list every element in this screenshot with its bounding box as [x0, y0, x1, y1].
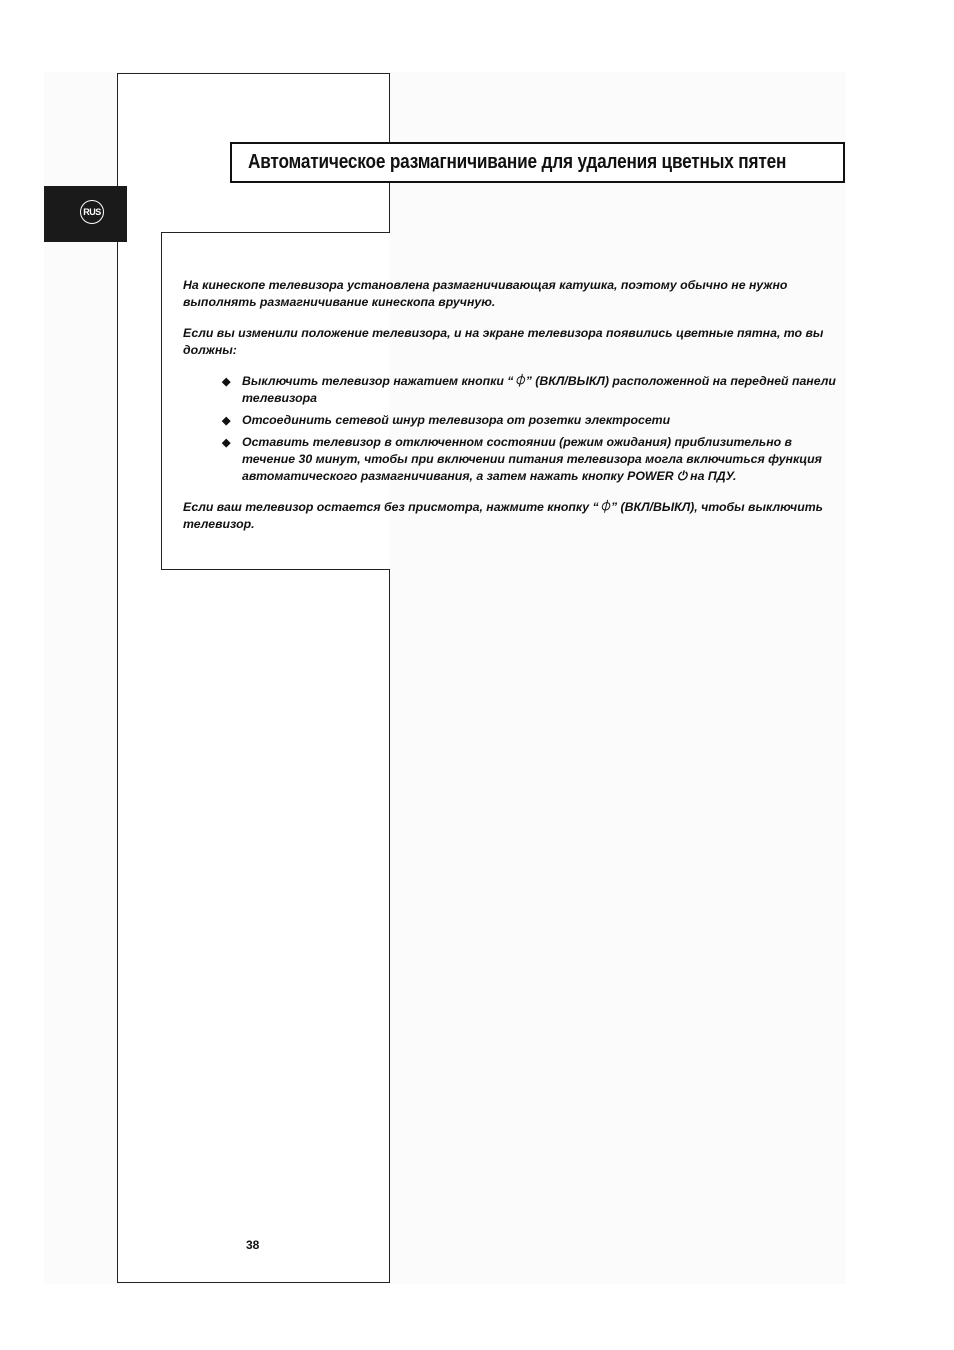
section-title-box [230, 142, 845, 183]
list-item-text: Выключить телевизор нажатием кнопки “⏀” (ВКЛ/ВЫКЛ) расположенной на передней панели телевизора [242, 374, 836, 405]
instruction-paragraph: Если вы изменили положение телевизора, и на экране телевизора появились цветные пятна, то вы должны: [183, 326, 824, 357]
list-item [222, 412, 848, 429]
page-number: 38 [246, 1238, 260, 1252]
list-item-text: Оставить телевизор в отключенном состоянии (режим ожидания) приблизительно в течение 30 минут, чтобы при включении питания телевизора могла включиться функция автоматического размагничивания, а затем нажать кнопку POWER ⏻ на ПДУ. [242, 435, 822, 483]
section-title: Автоматическое размагничивание для удаления цветных пятен [248, 151, 787, 173]
steps-list [183, 373, 848, 485]
list-item [222, 373, 848, 407]
frame-left-line [117, 73, 118, 1283]
closing-paragraph: Если ваш телевизор остается без присмотра, нажмите кнопку “⏀” (ВКЛ/ВЫКЛ), чтобы выключить телевизор. [183, 500, 823, 531]
frame-right-lower-line [389, 569, 390, 1283]
panel-top-line [161, 232, 390, 233]
language-badge: RUS [80, 200, 104, 224]
content-body [183, 277, 848, 547]
diamond-bullet-icon: ◆ [222, 437, 231, 449]
panel-left-line [161, 232, 162, 570]
diamond-bullet-icon: ◆ [222, 376, 231, 388]
frame-top-line [117, 73, 390, 74]
list-item [222, 434, 848, 485]
list-item-text: Отсоединить сетевой шнур телевизора от розетки электросети [242, 413, 671, 427]
diamond-bullet-icon: ◆ [222, 415, 231, 427]
frame-bottom-line [117, 1282, 390, 1283]
panel-bottom-line [161, 569, 390, 570]
intro-paragraph: На кинескопе телевизора установлена размагничивающая катушка, поэтому обычно не нужно выполнять размагничивание кинескопа вручную. [183, 278, 788, 309]
